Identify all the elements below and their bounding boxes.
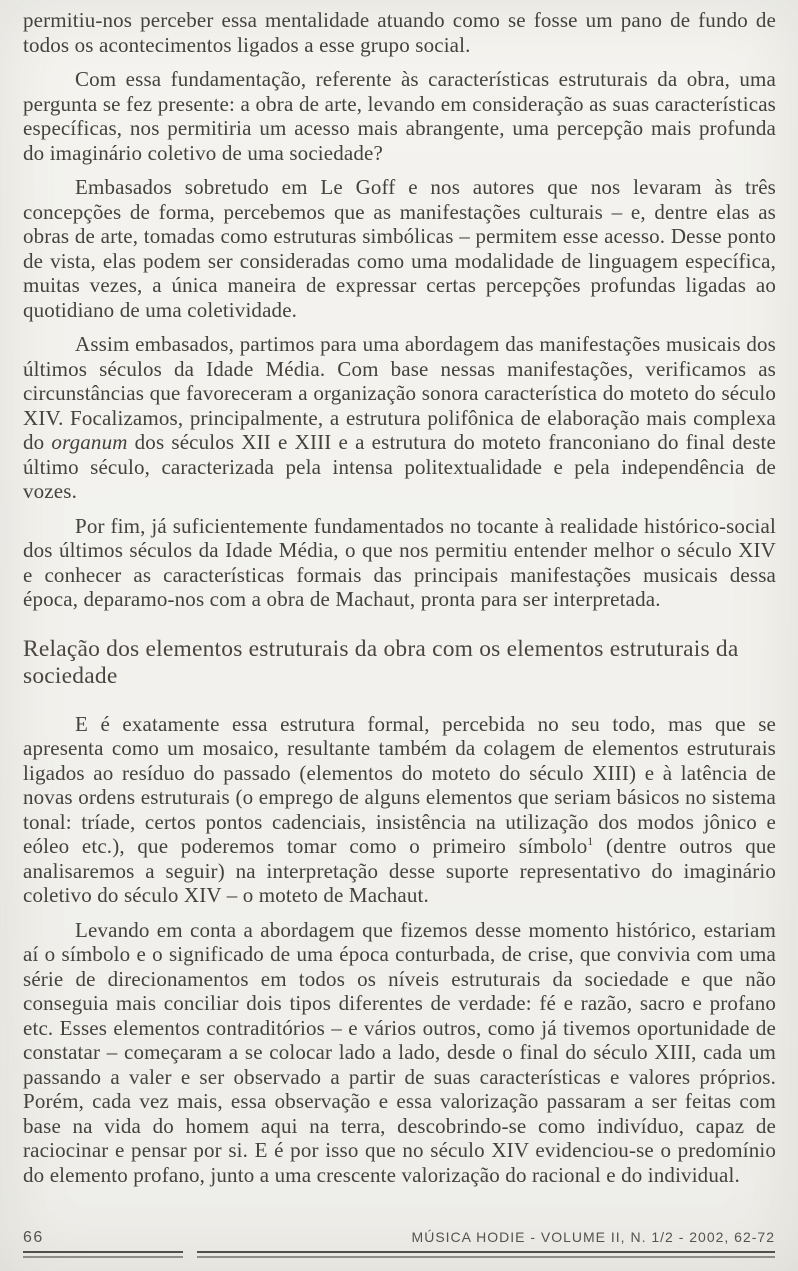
page-number-block	[23, 1229, 183, 1253]
text-run: dos séculos XII e XIII e a estrutura do moteto franconiano do final deste último século, caracterizada pela intensa politextualidade e pela independência de vozes.	[23, 430, 777, 503]
page-number: 66	[23, 1229, 44, 1246]
section-heading: Relação dos elementos estruturais da obra com os elementos estruturais da sociedade	[23, 635, 739, 689]
paragraph: Embasados sobretudo em Le Goff e nos autores que nos levaram às três concepções de forma, percebemos que as manifestações culturais – e, dentre elas as obras de arte, tomadas como estruturas simbólicas – permitem esse acesso. Desse ponto de vista, elas podem ser consideradas como uma modalidade de linguagem específica, muitas vezes, a única maneira de expressar certas percepções profundas ligadas ao quotidiano de uma coletividade.	[23, 175, 776, 322]
text-run: Assim embasados, partimos para uma abordagem das manifestações musicais dos últimos séculos da Idade Média. Com base nessas manifestações, verificamos as circunstâncias que favoreceram a organização sonora característica do moteto do século XIV. Focalizamos, principalmente, a estrutura polifônica de elaboração mais complexa do	[23, 332, 776, 454]
page-body	[23, 8, 776, 1187]
text-run: E é exatamente essa estrutura formal, percebida no seu todo, mas que se apresenta como um mosaico, resultante também da colagem de elementos estruturais ligados ao resíduo do passado (elementos do moteto do século XIII) e à latência de novas ordens estruturais (o emprego de alguns elementos que seriam básicos no sistema tonal: tríade, certos pontos cadenciais, insistência na utilização dos modos jônico e eóleo etc.), que poderemos tomar como o primeiro símbolo	[23, 711, 776, 858]
paragraph	[23, 332, 776, 504]
paragraph: Por fim, já suficientemente fundamentados no tocante à realidade histórico-social dos últimos séculos da Idade Média, o que nos permitiu entender melhor o século XIV e conhecer as características formais das principais manifestações musicais dessa época, deparamo-nos com a obra de Machaut, pronta para ser interpretada.	[23, 513, 776, 611]
paragraph: permitiu-nos perceber essa mentalidade atuando como se fosse um pano de fundo de todos os acontecimentos ligados a esse grupo social.	[23, 8, 776, 57]
journal-reference-block	[197, 1229, 775, 1253]
journal-reference: MÚSICA HODIE - VOLUME II, N. 1/2 - 2002, 62-72	[411, 1229, 775, 1245]
paragraph	[23, 712, 776, 908]
italic-term-organum: organum	[51, 430, 128, 454]
text-run: (dentre outros que analisaremos a seguir) na interpretação desse suporte representativo do imaginário coletivo do século XIV – o moteto de Machaut.	[23, 834, 776, 907]
paragraph: Levando em conta a abordagem que fizemos desse momento histórico, estariam aí o símbolo e o significado de uma época conturbada, de crise, que convivia com uma série de direcionamentos em todos os níveis estruturais da sociedade e que não conseguia mais conciliar dois tipos diferentes de verdade: fé e razão, sacro e profano etc. Esses elementos contraditórios – e vários outros, como já tivemos oportunidade de constatar – começaram a se colocar lado a lado, desde o final do século XIII, cada um passando a valer e ser observado a partir de suas características e valores próprios. Porém, cada vez mais, essa observação e essa valorização passaram a ser feitas com base na vida do homem aqui na terra, descobrindo-se como indivíduo, capaz de raciocinar e pensar por si. E é por isso que no século XIV evidenciou-se o predomínio do elemento profano, junto a uma crescente valorização do racional e do individual.	[23, 917, 776, 1187]
paragraph: Com essa fundamentação, referente às características estruturais da obra, uma pergunta se fez presente: a obra de arte, levando em consideração as suas características específicas, nos permitiria um acesso mais abrangente, uma percepção mais profunda do imaginário coletivo de uma sociedade?	[23, 67, 776, 165]
footnote-marker: 1	[587, 836, 594, 848]
page-footer	[23, 1229, 775, 1253]
